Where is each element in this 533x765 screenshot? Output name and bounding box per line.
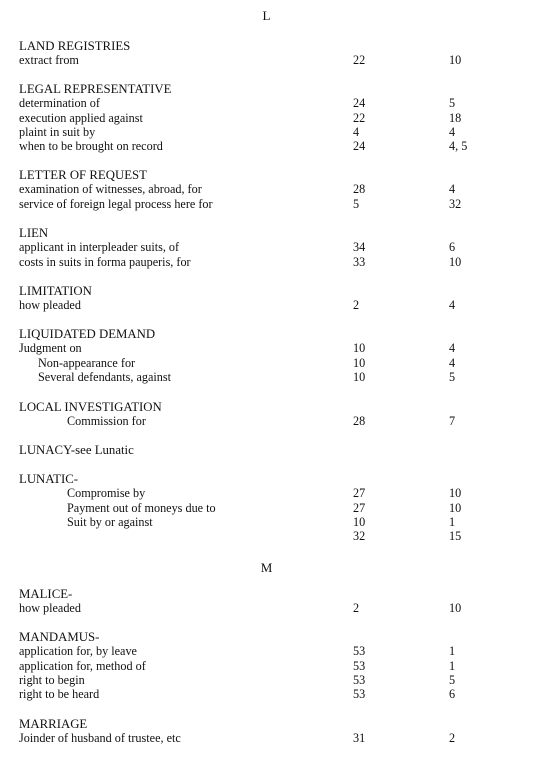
letter-heading-l: L xyxy=(262,8,271,23)
section-heading: LIMITATION xyxy=(19,284,92,298)
section-heading: LUNATIC- xyxy=(19,472,78,486)
entry-text: service of foreign legal process here for xyxy=(19,196,213,211)
entry-text: determination of xyxy=(19,96,100,111)
section-heading: MANDAMUS- xyxy=(19,630,100,644)
entry-text: applicant in interpleader suits, of xyxy=(19,240,180,255)
index-section xyxy=(0,472,533,543)
entry-ref-order: 2 xyxy=(353,601,360,616)
entry-text: Suit by or against xyxy=(67,514,153,529)
section-heading-row xyxy=(0,472,533,486)
index-section xyxy=(0,82,533,153)
entry-ref-order: 34 xyxy=(353,240,366,255)
entry-text: when to be brought on record xyxy=(19,139,163,154)
index-entry xyxy=(0,501,533,515)
entry-ref-rule: 1 xyxy=(449,658,456,673)
index-section xyxy=(0,587,533,616)
entry-text: application for, by leave xyxy=(19,644,137,659)
entry-ref-order: 28 xyxy=(353,182,366,197)
entry-ref-order: 10 xyxy=(353,369,366,384)
index-entry xyxy=(0,486,533,500)
entry-ref-order: 10 xyxy=(353,341,366,356)
section-heading: LAND REGISTRIES xyxy=(19,39,131,53)
entry-ref-rule: 10 xyxy=(449,500,462,515)
letter-heading-m: M xyxy=(260,560,273,575)
entry-ref-rule: 32 xyxy=(449,196,462,211)
index-entry xyxy=(0,644,533,658)
index-entry xyxy=(0,197,533,211)
entry-ref-rule: 7 xyxy=(449,414,456,429)
entry-ref-order: 53 xyxy=(353,687,366,702)
index-entry xyxy=(0,96,533,110)
entry-text: Compromise by xyxy=(67,486,146,501)
entry-text: Several defendants, against xyxy=(38,369,171,384)
section-heading-row xyxy=(0,587,533,601)
entry-ref-order: 2 xyxy=(353,298,360,313)
entry-ref-order: 4 xyxy=(353,124,360,139)
section-heading-row xyxy=(0,717,533,731)
section-heading: LIQUIDATED DEMAND xyxy=(19,327,156,341)
index-entry xyxy=(0,529,533,543)
entry-text: how pleaded xyxy=(19,298,81,313)
index-section xyxy=(0,284,533,313)
entry-ref-order: 28 xyxy=(353,414,366,429)
entry-text: examination of witnesses, abroad, for xyxy=(19,182,202,197)
entry-text: Payment out of moneys due to xyxy=(67,500,216,515)
entry-ref-order: 53 xyxy=(353,644,366,659)
index-section xyxy=(0,717,533,746)
index-entry xyxy=(0,515,533,529)
entry-text: costs in suits in forma pauperis, for xyxy=(19,254,191,269)
entry-ref-order: 31 xyxy=(353,731,366,746)
index-entry xyxy=(0,341,533,355)
entry-ref-rule: 4 xyxy=(449,355,456,370)
index-entry xyxy=(0,356,533,370)
entry-ref-order: 27 xyxy=(353,486,366,501)
entry-ref-rule: 4 xyxy=(449,182,456,197)
entry-ref-rule: 5 xyxy=(449,96,456,111)
entry-ref-order: 33 xyxy=(353,254,366,269)
entry-ref-order: 10 xyxy=(353,355,366,370)
section-heading-row xyxy=(0,443,533,457)
index-entry xyxy=(0,139,533,153)
entry-ref-rule: 15 xyxy=(449,529,462,544)
entry-ref-rule: 2 xyxy=(449,731,456,746)
index-section xyxy=(0,630,533,701)
entry-ref-order: 53 xyxy=(353,658,366,673)
index-entry xyxy=(0,182,533,196)
entry-text: Commission for xyxy=(67,414,146,429)
section-heading-row xyxy=(0,284,533,298)
entry-ref-rule: 10 xyxy=(449,601,462,616)
section-heading: LUNACY-see Lunatic xyxy=(19,443,134,457)
index-entry xyxy=(0,125,533,139)
section-heading: LETTER OF REQUEST xyxy=(19,168,147,182)
entry-ref-order: 22 xyxy=(353,110,366,125)
entry-ref-rule: 5 xyxy=(449,369,456,384)
entry-ref-order: 10 xyxy=(353,514,366,529)
index-entry xyxy=(0,601,533,615)
entry-ref-rule: 1 xyxy=(449,514,456,529)
entry-text: right to begin xyxy=(19,672,85,687)
entry-ref-rule: 4, 5 xyxy=(449,139,468,154)
index-section xyxy=(0,400,533,429)
entry-ref-rule: 10 xyxy=(449,53,462,68)
entry-ref-rule: 4 xyxy=(449,298,456,313)
section-heading-row xyxy=(0,82,533,96)
entry-ref-rule: 4 xyxy=(449,124,456,139)
index-section xyxy=(0,327,533,384)
entry-ref-rule: 6 xyxy=(449,240,456,255)
entry-text: extract from xyxy=(19,53,79,68)
entry-text: Non-appearance for xyxy=(38,355,136,370)
section-heading-row xyxy=(0,39,533,53)
entry-ref-rule: 10 xyxy=(449,254,462,269)
index-entry xyxy=(0,53,533,67)
entry-ref-order: 5 xyxy=(353,196,360,211)
section-heading-row xyxy=(0,327,533,341)
entry-text: execution applied against xyxy=(19,110,143,125)
index-entry xyxy=(0,731,533,745)
index-entry xyxy=(0,240,533,254)
index-entry xyxy=(0,255,533,269)
section-heading: LEGAL REPRESENTATIVE xyxy=(19,82,172,96)
index-entry xyxy=(0,370,533,384)
entry-ref-rule: 1 xyxy=(449,644,456,659)
entry-ref-order: 24 xyxy=(353,96,366,111)
section-heading-row xyxy=(0,400,533,414)
entry-ref-order: 53 xyxy=(353,672,366,687)
entry-ref-order: 22 xyxy=(353,53,366,68)
entry-ref-rule: 10 xyxy=(449,486,462,501)
section-heading-row xyxy=(0,226,533,240)
section-heading: MALICE- xyxy=(19,587,73,601)
section-heading: LOCAL INVESTIGATION xyxy=(19,400,162,414)
section-heading: MARRIAGE xyxy=(19,717,88,731)
entry-text: Joinder of husband of trustee, etc xyxy=(19,731,181,746)
entry-ref-rule: 18 xyxy=(449,110,462,125)
index-entry xyxy=(0,414,533,428)
index-entry xyxy=(0,673,533,687)
index-entry xyxy=(0,659,533,673)
entry-ref-order: 32 xyxy=(353,529,366,544)
index-section xyxy=(0,39,533,68)
entry-text: plaint in suit by xyxy=(19,124,96,139)
entry-text: right to be heard xyxy=(19,687,100,702)
entry-text: Judgment on xyxy=(19,341,82,356)
index-entry xyxy=(0,111,533,125)
index-section xyxy=(0,168,533,211)
index-entry xyxy=(0,298,533,312)
entry-ref-rule: 6 xyxy=(449,687,456,702)
section-heading-row xyxy=(0,168,533,182)
section-heading: LIEN xyxy=(19,226,49,240)
entry-ref-rule: 5 xyxy=(449,672,456,687)
index-entry xyxy=(0,687,533,701)
entry-ref-order: 27 xyxy=(353,500,366,515)
entry-ref-rule: 4 xyxy=(449,341,456,356)
entry-ref-order: 24 xyxy=(353,139,366,154)
entry-text: how pleaded xyxy=(19,601,81,616)
section-heading-row xyxy=(0,630,533,644)
index-section xyxy=(0,226,533,269)
index-section xyxy=(0,443,533,457)
entry-text: application for, method of xyxy=(19,658,146,673)
